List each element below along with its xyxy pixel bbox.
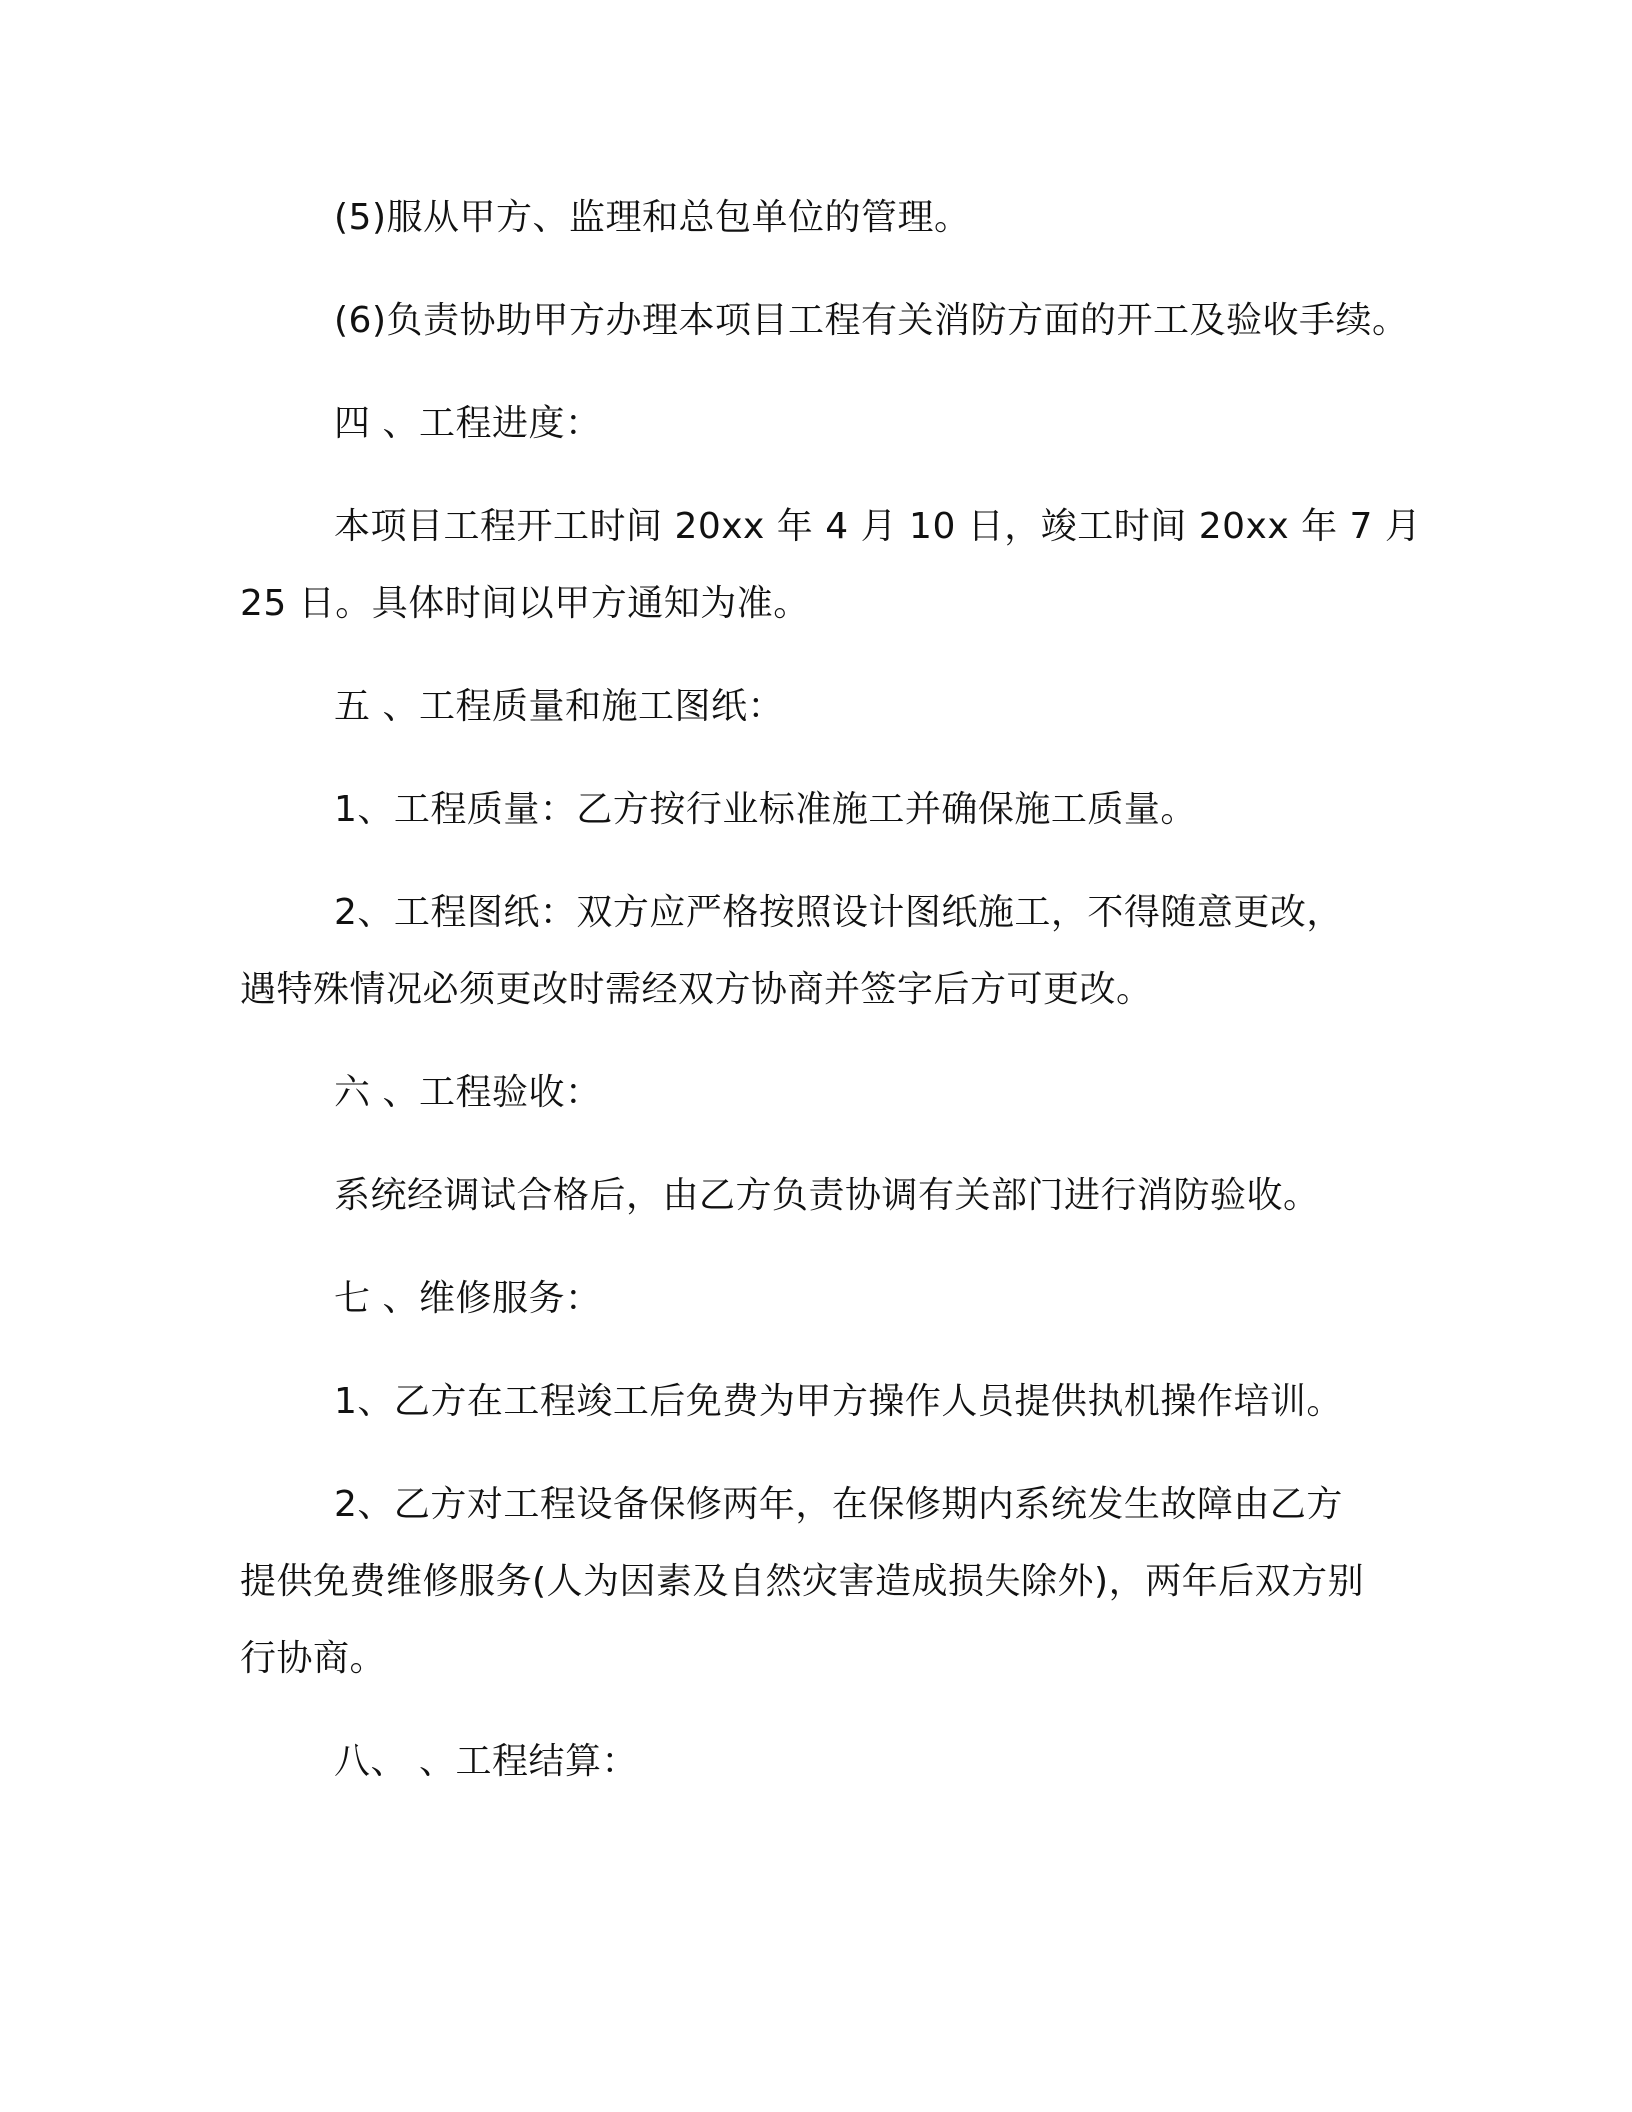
paragraph-maintenance-1: 1、乙方在工程竣工后免费为甲方操作人员提供执机操作培训。 <box>334 1381 1343 1422</box>
paragraph-maintenance-2-line-3: 行协商。 <box>240 1638 387 1679</box>
paragraph-quality-1: 1、工程质量：乙方按行业标准施工并确保施工质量。 <box>334 789 1197 830</box>
section-heading-quality: 五 、工程质量和施工图纸： <box>334 686 784 727</box>
paragraph-drawings-line-2: 遇特殊情况必须更改时需经双方协商并签字后方可更改。 <box>240 969 1153 1010</box>
paragraph-drawings-line-1: 2、工程图纸：双方应严格按照设计图纸施工，不得随意更改， <box>334 892 1343 933</box>
paragraph-maintenance-2-line-2: 提供免费维修服务(人为因素及自然灾害造成损失除外)，两年后双方别 <box>240 1561 1365 1602</box>
paragraph-clause-5: (5)服从甲方、监理和总包单位的管理。 <box>334 197 971 238</box>
paragraph-acceptance: 系统经调试合格后，由乙方负责协调有关部门进行消防验收。 <box>334 1175 1320 1216</box>
section-heading-schedule: 四 、工程进度： <box>334 403 602 444</box>
section-heading-acceptance: 六 、工程验收： <box>334 1072 602 1113</box>
paragraph-maintenance-2-line-1: 2、乙方对工程设备保修两年，在保修期内系统发生故障由乙方 <box>334 1484 1343 1525</box>
paragraph-schedule-line-2: 25 日。具体时间以甲方通知为准。 <box>240 583 810 624</box>
paragraph-clause-6: (6)负责协助甲方办理本项目工程有关消防方面的开工及验收手续。 <box>334 300 1409 341</box>
section-heading-settlement: 八、 、工程结算： <box>334 1741 638 1782</box>
section-heading-maintenance: 七 、维修服务： <box>334 1278 602 1319</box>
paragraph-schedule-line-1: 本项目工程开工时间 20xx 年 4 月 10 日，竣工时间 20xx 年 7 月 <box>334 506 1422 547</box>
